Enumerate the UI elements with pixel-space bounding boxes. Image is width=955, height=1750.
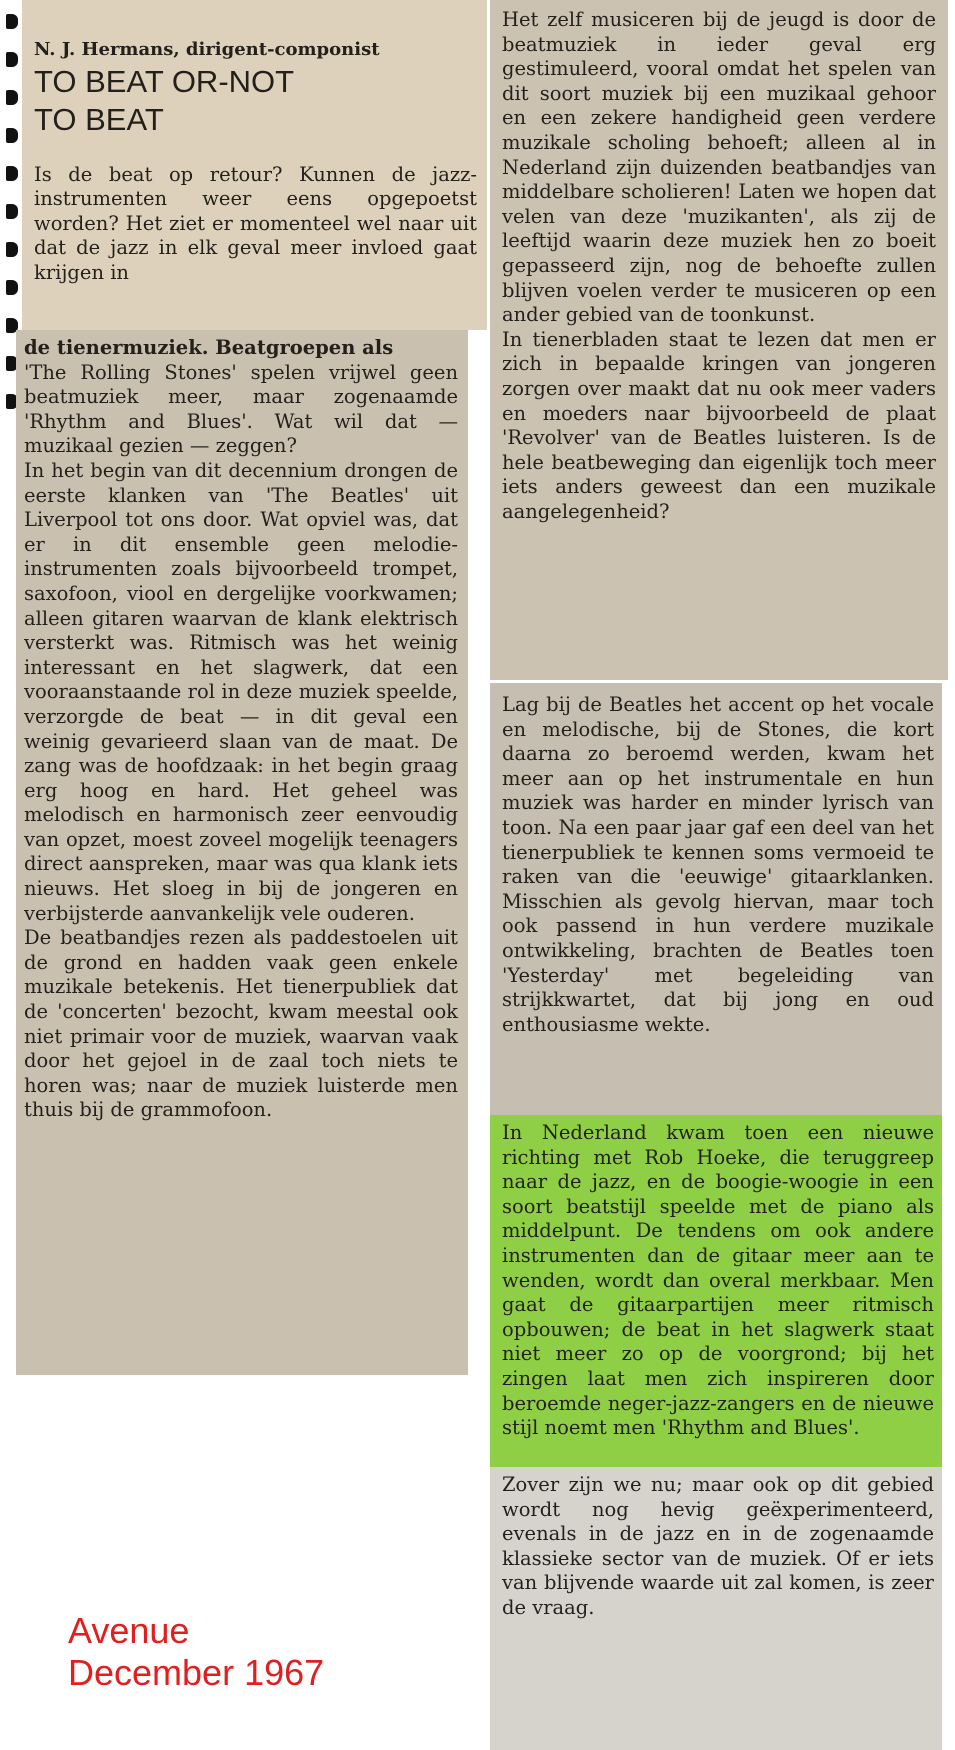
clipping-column-right-middle — [490, 683, 942, 1115]
paragraph: Het zelf musiceren bij de jeugd is door de beatmuziek in ieder geval erg gestimuleerd, vooral omdat het spelen van dit soort muziek bij een muzikaal gehoor en een zekere handigheid geen verdere muzikale scholing behoeft; alleen al in Nederland zijn duizenden beatbandjes van middelbare scholieren! Laten we hopen dat velen van deze 'muzikanten', als zij de leeftijd waarin deze muziek hen zo boeit gepasseerd zijn, nog de behoefte zullen blijven voelen verder te musiceren op een ander gebied van de toonkunst. — [502, 8, 936, 327]
source-credit — [68, 1610, 324, 1694]
paragraph: 'The Rolling Stones' spelen vrijwel geen beatmuziek meer, maar zogenaamde 'Rhythm and Blues'. Wat wil dat — muzikaal gezien — zeggen? — [24, 360, 458, 458]
paragraph: In het begin van dit decennium drongen de eerste klanken van 'The Beatles' uit Liverpool tot ons door. Wat opviel was, dat er in dit ensemble geen melodie-instrumenten zoals bijvoorbeeld trompet, saxofoon, viool en dergelijke voorkwamen; alleen gitaren waarvan de klank elektrisch versterkt was. Ritmisch was het weinig interessant en het slagwerk, dat een vooraanstaande rol in deze muziek speelde, verzorgde de beat — in dit geval een weinig gevarieerd slaan van de maat. De zang was de hoofdzaak: in het begin graag erg hoog en hard. Het geheel was melodisch en harmonisch zeer eenvoudig van opzet, moest zoveel mogelijk teenagers direct aanspreken, maar was qua klank iets nieuws. Het sloeg in bij de jongeren en verbijsterde aanvankelijk vele ouderen. — [24, 458, 458, 925]
paragraph: In tienerbladen staat te lezen dat men er zich in bepaalde kringen van jongeren zorgen over maakt dat nu ook meer vaders en moeders naar bijvoorbeeld de plaat 'Revolver' van de Beatles luisteren. Is de hele beatbeweging dan eigenlijk toch meer iets anders geweest dan een muzikale aangelegenheid? — [502, 327, 936, 523]
highlighted-paragraph — [490, 1115, 942, 1467]
author-line: N. J. Hermans, dirigent-componist — [34, 39, 380, 60]
binding-hole — [6, 128, 18, 143]
paragraph: Zover zijn we nu; maar ook op dit gebied wordt nog hevig geëxperimenteerd, evenals in de jazz en in de zogenaamde klassieke sector van de muziek. Of er iets van blijvende waarde uit zal komen, is zeer de vraag. — [502, 1473, 934, 1619]
binding-hole — [6, 242, 18, 257]
paragraph: Lag bij de Beatles het accent op het vocale en melodische, bij de Stones, die kort daarna zo beroemd werden, kwam het meer aan op het instrumentale en hun muziek was harder en minder lyrisch van toon. Na een paar jaar gaf een deel van het tienerpubliek te kennen soms vermoeid te raken van die 'eeuwige' gitaarklanken. Misschien als gevolg hiervan, maar toch ook passend in hun verdere muzikale ontwikkeling, brachten de Beatles toen 'Yesterday' met begeleiding van strijkkwartet, dat bij jong en oud enthousiasme wekte. — [502, 693, 934, 1036]
binding-hole — [6, 52, 18, 67]
paragraph: In Nederland kwam toen een nieuwe richting met Rob Hoeke, die teruggreep naar de jazz, en de boogie-woogie in een soort beatstijl speelde met de piano als middelpunt. De tendens om ook andere instrumenten dan de gitaar meer aan te wenden, wordt dan overal merkbaar. Men gaat de gitaarpartijen meer ritmisch opbouwen; de beat in het slagwerk staat niet meer zo op de voorgrond; bij het zingen laat men zich inspireren door beroemde neger-jazz-zangers en de nieuwe stijl noemt men 'Rhythm and Blues'. — [502, 1121, 934, 1440]
intro-paragraph: Is de beat op retour? Kunnen de jazz-instrumenten weer eens opgepoetst worden? Het ziet er momenteel wel naar uit dat de jazz in elk geval meer invloed gaat krijgen in — [34, 162, 477, 284]
headline-line: TO BEAT OR-NOT — [34, 63, 295, 99]
binding-hole — [6, 90, 18, 105]
binding-hole — [6, 204, 18, 219]
binding-hole — [6, 14, 18, 29]
binding-hole — [6, 280, 18, 295]
headline-line: TO BEAT — [34, 101, 164, 137]
headline — [34, 63, 477, 139]
clipping-column-right-bottom — [490, 1467, 942, 1750]
bold-lead: de tienermuziek. Beatgroepen als — [24, 336, 394, 359]
publication-name: Avenue — [68, 1610, 190, 1651]
clipping-column-left — [16, 330, 468, 1375]
publication-date: December 1967 — [68, 1652, 325, 1693]
paragraph: De beatbandjes rezen als paddestoelen uit de grond en hadden vaak geen enkele muzikale betekenis. Het tienerpubliek dat de 'concerten' bezocht, kwam meestal ook niet primair voor de muziek, waarvan vaak door het gejoel in de zaal toch niets te horen was; naar de muziek luisterde men thuis bij de grammofoon. — [24, 926, 458, 1122]
clipping-column-right-top — [490, 0, 948, 680]
binding-hole — [6, 166, 18, 181]
clipping-header — [22, 0, 487, 330]
